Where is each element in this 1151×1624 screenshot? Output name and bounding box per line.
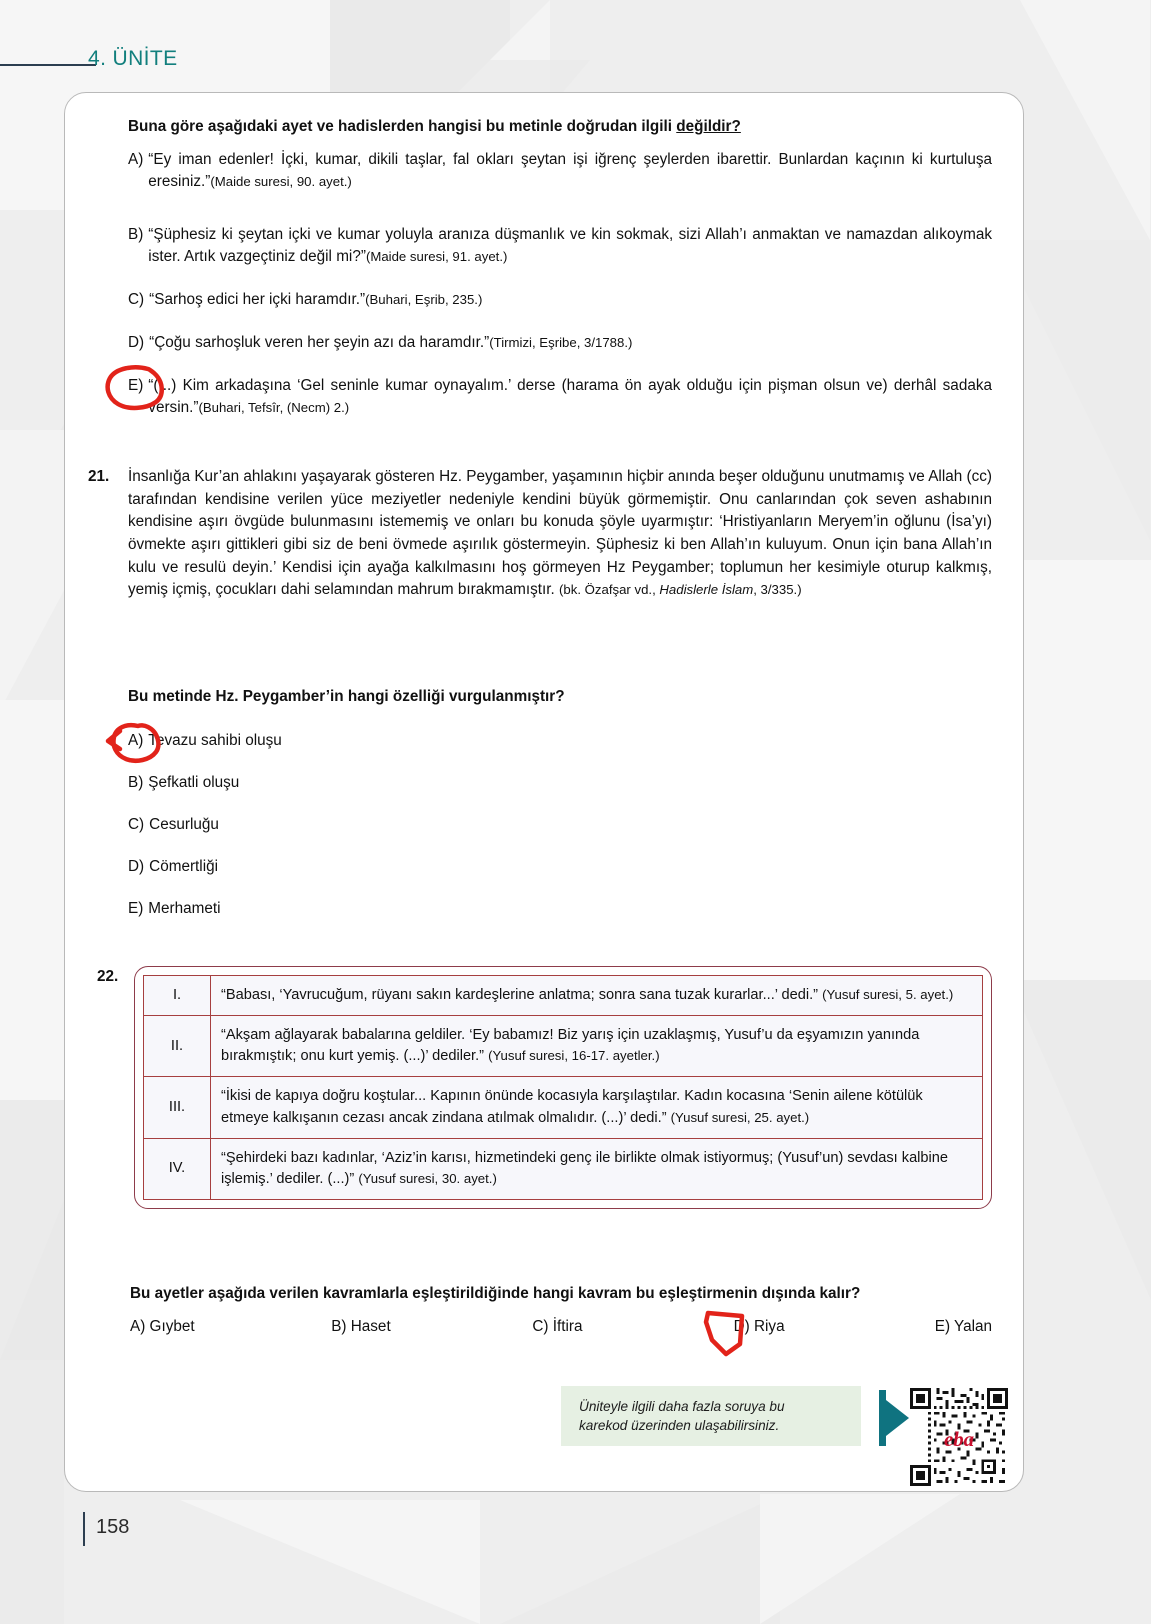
qr-code[interactable] bbox=[910, 1388, 1008, 1486]
q20-option-b-letter: B) bbox=[128, 226, 144, 243]
q20-option-b-source: (Maide suresi, 91. ayet.) bbox=[365, 249, 508, 265]
q20-option-c-text: “Sarhoş edici her içki haramdır.” bbox=[149, 291, 366, 308]
q20-option-e-letter: E) bbox=[128, 377, 144, 394]
q21-option-c-text: Cesurluğu bbox=[149, 816, 219, 833]
q21-source-italic: Hadislerle İslam bbox=[659, 582, 754, 598]
q22-option-a-letter: A) bbox=[130, 1318, 146, 1335]
q22-row-3-roman: III. bbox=[144, 1077, 211, 1138]
q22-row-2-cell bbox=[211, 1016, 983, 1077]
q21-option-d[interactable] bbox=[128, 856, 218, 878]
q21-option-e-text: Merhameti bbox=[148, 900, 221, 917]
q22-table bbox=[143, 975, 983, 1200]
q21-option-d-letter: D) bbox=[128, 858, 145, 875]
q20-option-c-letter: C) bbox=[128, 291, 145, 308]
q22-option-d[interactable] bbox=[734, 1318, 935, 1336]
q20-option-d-text: “Çoğu sarhoşluk veren her şeyin azı da haramdır.” bbox=[149, 334, 490, 351]
q22-row-1-cell bbox=[211, 976, 983, 1016]
q21-number: 21. bbox=[88, 468, 110, 485]
q22-row-4-roman: IV. bbox=[144, 1138, 211, 1199]
table-row bbox=[144, 1138, 983, 1199]
q22-row-2-source: (Yusuf suresi, 16-17. ayetler.) bbox=[488, 1048, 660, 1064]
q22-row-2-roman: II. bbox=[144, 1016, 211, 1077]
q20-option-e[interactable] bbox=[128, 375, 992, 419]
q20-option-a-text: “Ey iman edenler! İçki, kumar, dikili taşlar, fal okları şeytan işi iğrenç şeylerden ibarettir. Bunlardan kaçının ki kurtuluşa eresiniz.” bbox=[148, 151, 992, 191]
arrow-right-icon bbox=[879, 1390, 913, 1451]
q22-row-4-cell bbox=[211, 1138, 983, 1199]
table-row bbox=[144, 976, 983, 1016]
q20-option-c[interactable] bbox=[128, 289, 992, 311]
q20-option-c-source: (Buhari, Eşrib, 235.) bbox=[365, 292, 483, 307]
q20-stem bbox=[128, 116, 958, 138]
q22-row-1-text: “Babası, ‘Yavrucuğum, rüyanı sakın kardeşlerine anlatma; sonra sana tuzak kurarlar...’ dedi.” bbox=[221, 987, 819, 1003]
q21-source-prefix: (bk. Özafşar vd., bbox=[559, 582, 660, 598]
q21-option-b-text: Şefkatli oluşu bbox=[148, 774, 240, 791]
q21-source-suffix: , 3/335.) bbox=[753, 582, 802, 598]
q22-option-a[interactable] bbox=[130, 1318, 331, 1336]
q22-option-e-text: Yalan bbox=[954, 1318, 993, 1335]
q20-stem-text: Buna göre aşağıdaki ayet ve hadislerden hangisi bu metinle doğrudan ilgili bbox=[128, 118, 677, 135]
q22-option-b-text: Haset bbox=[350, 1318, 391, 1335]
q22-stem: Bu ayetler aşağıda verilen kavramlarla eşleştirildiğinde hangi kavram bu eşleştirmenin dışında kalır? bbox=[130, 1285, 861, 1302]
q22-row-4-source: (Yusuf suresi, 30. ayet.) bbox=[358, 1170, 497, 1186]
q22-option-a-text: Gıybet bbox=[149, 1318, 195, 1335]
q20-option-d-letter: D) bbox=[128, 334, 145, 351]
q21-option-c[interactable] bbox=[128, 814, 219, 836]
q21-option-a-text: Tevazu sahibi oluşu bbox=[148, 732, 282, 749]
q20-option-d-source: (Tirmizi, Eşribe, 3/1788.) bbox=[489, 335, 633, 350]
qr-brand-label: eba bbox=[944, 1427, 974, 1451]
q20-option-b[interactable] bbox=[128, 224, 992, 268]
q22-option-c[interactable] bbox=[532, 1318, 733, 1336]
q20-stem-underlined: değildir? bbox=[676, 118, 741, 135]
q22-option-c-letter: C) bbox=[532, 1318, 549, 1335]
q20-option-e-text: “(...) Kim arkadaşına ‘Gel seninle kumar oynayalım.’ derse (harama ön ayak olduğu için pişman olsun ve) derhâl sadaka versin.” bbox=[148, 377, 992, 417]
q20-option-e-source: (Buhari, Tefsîr, (Necm) 2.) bbox=[198, 400, 350, 416]
q22-option-e[interactable] bbox=[935, 1318, 992, 1336]
q22-row-3-cell bbox=[211, 1077, 983, 1138]
q22-row-2-text: “Akşam ağlayarak babalarına geldiler. ‘Ey babamız! Biz yarış için uzaklaşmış, Yusuf’u da eşyamızın yanında bırakmıştık; onu kurt yemiş. (...)’ dediler.” bbox=[221, 1027, 920, 1065]
header-rule bbox=[0, 64, 96, 66]
q21-option-e[interactable] bbox=[128, 898, 221, 920]
eba-callout-line2: karekod üzerinden ulaşabilirsiniz. bbox=[579, 1418, 780, 1433]
q22-option-b[interactable] bbox=[331, 1318, 532, 1336]
q20-option-d[interactable] bbox=[128, 332, 992, 354]
q21-option-c-letter: C) bbox=[128, 816, 145, 833]
q22-option-c-text: İftira bbox=[552, 1318, 583, 1335]
q20-option-b-text: “Şüphesiz ki şeytan içki ve kumar yoluyla aranıza düşmanlık ve kin sokmak, sizi Allah’ı anmaktan ve namazdan alıkoymak ister. Artık vazgeçtiniz değil mi?” bbox=[148, 226, 992, 266]
unit-title: 4. ÜNİTE bbox=[88, 47, 178, 70]
eba-callout bbox=[561, 1386, 861, 1446]
q21-option-d-text: Cömertliği bbox=[149, 858, 219, 875]
q22-row-1-roman: I. bbox=[144, 976, 211, 1016]
q22-option-b-letter: B) bbox=[331, 1318, 347, 1335]
table-row bbox=[144, 1077, 983, 1138]
q22-row-3-text: “İkisi de kapıya doğru koştular... Kapının önünde kocasıyla karşılaştılar. Kadın kocasına ‘Senin ailene kötülük etmeye kalkışanın cezası ancak zindana atılmak olmalıdır. (...)’ dedi.” bbox=[221, 1088, 923, 1126]
page-number: 158 bbox=[96, 1516, 130, 1538]
eba-callout-line1: Üniteyle ilgili daha fazla soruya bu bbox=[579, 1398, 785, 1414]
q21-option-a[interactable] bbox=[128, 730, 282, 752]
q22-row-4-text: “Şehirdeki bazı kadınlar, ‘Aziz’in karısı, hizmetindeki genç ile birlikte olmak istiyormuş; (Yusuf’un) sevdası kalbine işlemiş.’ dediler. (...)” bbox=[221, 1149, 949, 1187]
q22-option-e-letter: E) bbox=[934, 1318, 951, 1335]
table-row bbox=[144, 1016, 983, 1077]
q22-row-3-source: (Yusuf suresi, 25. ayet.) bbox=[670, 1109, 810, 1125]
q22-number: 22. bbox=[97, 968, 119, 985]
q21-option-b-letter: B) bbox=[128, 774, 144, 791]
q21-option-b[interactable] bbox=[128, 772, 239, 794]
q20-option-a-source: (Maide suresi, 90. ayet.) bbox=[210, 174, 352, 190]
q21-passage bbox=[128, 466, 992, 602]
q20-option-a[interactable] bbox=[128, 149, 992, 193]
q22-options-row bbox=[130, 1318, 992, 1336]
q21-option-e-letter: E) bbox=[128, 900, 144, 917]
q20-option-a-letter: A) bbox=[128, 151, 144, 168]
q22-option-d-text: Riya bbox=[753, 1318, 785, 1335]
q21-stem: Bu metinde Hz. Peygamber’in hangi özelliği vurgulanmıştır? bbox=[128, 688, 565, 705]
q22-table-container bbox=[134, 966, 992, 1209]
footer-rule bbox=[83, 1512, 85, 1546]
q22-row-1-source: (Yusuf suresi, 5. ayet.) bbox=[822, 987, 954, 1002]
q21-passage-text: İnsanlığa Kur’an ahlakını yaşayarak gösteren Hz. Peygamber, yaşamının hiçbir anında beşer olduğunu unutmamış ve Allah (cc) tarafından kendisine verilen yüce meziyetler nedeniyle kendini büyük görmemiştir. Onu canlarından çok seven ashabının kendisine aşırı övgüde bulunmasını istememiş ve onları bu konuda şöyle uyarmıştır: ‘Hristiyanların Meryem’in oğlunu (İsa’yı) övmekte aşırı gittikleri gibi siz de beni övmede aşırılık göstermeyin. Şüphesiz ki ben Allah’ın kuluyum. Onun için bana Allah’ın kulu ve resulü deyin.’ Kendisi için ayağa kalkılmasını hoş görmeyen Hz Peygamber; toplumun her kesimiyle oturup kalkmış, yemiş içmiş, çocukları dahi selamından mahrum bırakmamıştır. bbox=[128, 468, 992, 599]
q22-option-d-letter: D) bbox=[733, 1318, 750, 1335]
q21-option-a-letter: A) bbox=[128, 732, 144, 749]
